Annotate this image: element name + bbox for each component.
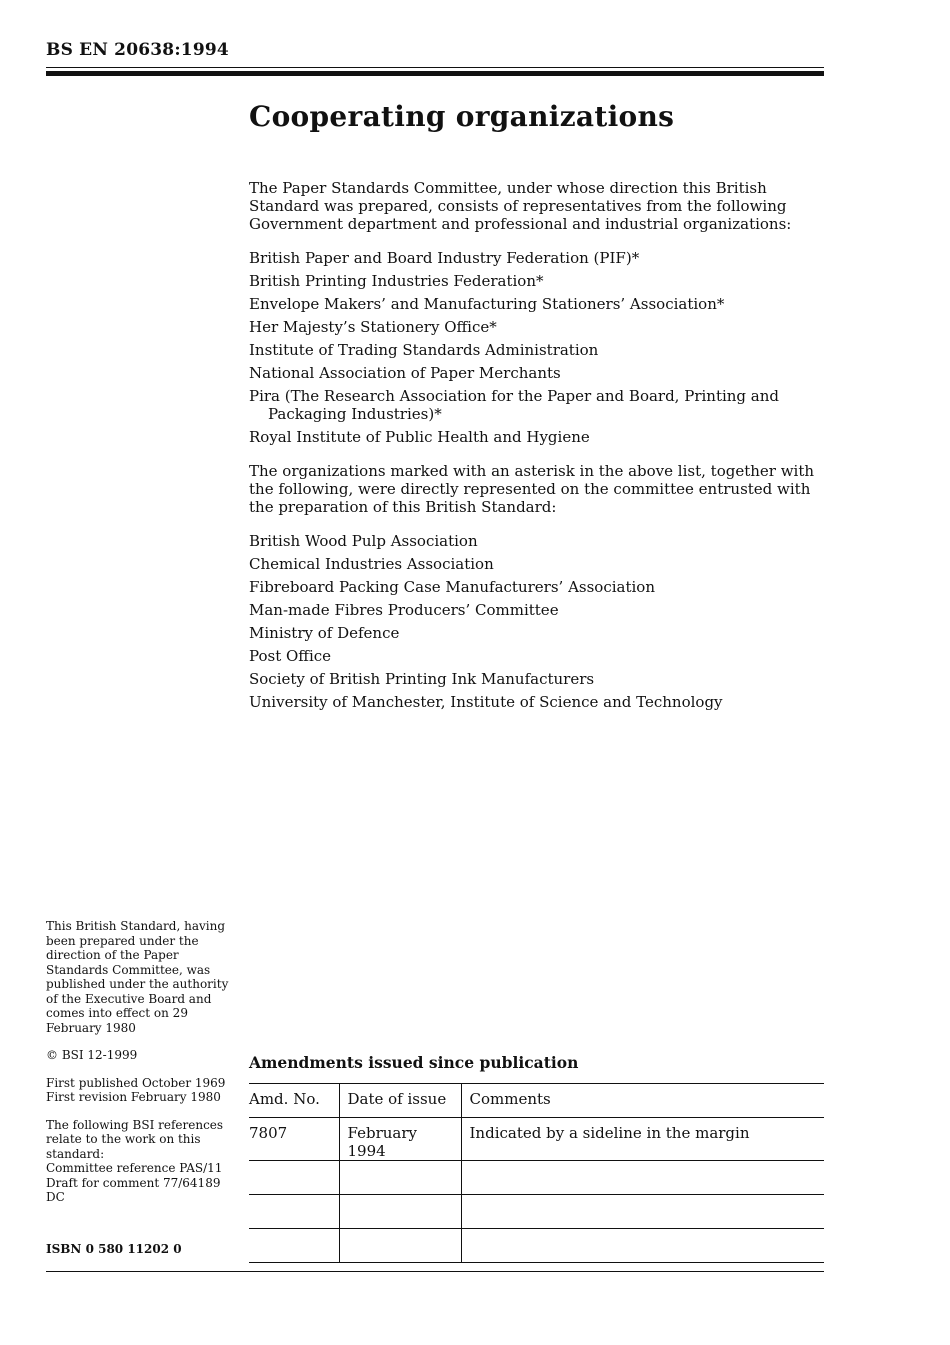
publication-history: [46, 1076, 238, 1105]
comments-cell: Indicated by a sideline in the margin: [461, 1118, 824, 1161]
publication-sidebar: [46, 919, 238, 1256]
footer-rule: [46, 1271, 824, 1272]
list-item: Post Office: [249, 647, 332, 665]
list-item: Man-made Fibres Producers’ Committee: [249, 601, 559, 619]
amd-no-cell: [249, 1161, 339, 1195]
list-item: National Association of Paper Merchants: [249, 364, 561, 382]
table-row: [249, 1195, 824, 1229]
draft-reference: Draft for comment 77/64189 DC: [46, 1175, 221, 1204]
comments-cell: [461, 1229, 824, 1263]
column-header-comments: Comments: [461, 1084, 824, 1118]
list-item: British Wood Pulp Association: [249, 532, 478, 550]
list-item: Envelope Makers’ and Manufacturing Stationers’ Association*: [249, 295, 725, 313]
list-item: British Paper and Board Industry Federation (PIF)*: [249, 249, 640, 267]
list-item: Society of British Printing Ink Manufacturers: [249, 670, 595, 688]
list-item: Chemical Industries Association: [249, 555, 494, 573]
table-row: [249, 1118, 824, 1161]
amendments-table: [249, 1083, 824, 1263]
list-item: Institute of Trading Standards Administration: [249, 341, 599, 359]
publication-note: This British Standard, having been prepared under the direction of the Paper Standards Committee, was published under the authority of the Executive Board and comes into effect on 29 February 1980: [46, 919, 229, 1035]
isbn: ISBN 0 580 11202 0: [46, 1242, 182, 1256]
date-of-issue-cell: February 1994: [339, 1118, 461, 1161]
list-item: Ministry of Defence: [249, 624, 400, 642]
table-row: [249, 1229, 824, 1263]
column-header-amd-no: Amd. No.: [249, 1084, 339, 1118]
header-thin-rule: [46, 67, 824, 68]
committee-organizations-list: [249, 249, 829, 446]
list-item: Her Majesty’s Stationery Office*: [249, 318, 497, 336]
table-header-row: [249, 1084, 824, 1118]
first-published: First published October 1969: [46, 1075, 226, 1090]
page-title: Cooperating organizations: [249, 100, 675, 133]
main-content: [249, 179, 829, 727]
list-item: Fibreboard Packing Case Manufacturers’ Association: [249, 578, 655, 596]
amd-no-cell: 7807: [249, 1118, 339, 1161]
header-thick-rule: [46, 71, 824, 76]
list-item: Royal Institute of Public Health and Hygiene: [249, 428, 590, 446]
date-of-issue-cell: [339, 1195, 461, 1229]
representation-intro: The organizations marked with an asterisk in the above list, together with the following, were directly represented on the committee entrusted with the preparation of this British Standard:: [249, 462, 815, 516]
committee-intro: The Paper Standards Committee, under whose direction this British Standard was prepared, consists of representatives from the following Government department and professional and industrial organizations:: [249, 179, 792, 233]
table-row: [249, 1161, 824, 1195]
list-item: University of Manchester, Institute of Science and Technology: [249, 693, 723, 711]
date-of-issue-cell: [339, 1229, 461, 1263]
bsi-references: [46, 1118, 238, 1205]
first-revision: First revision February 1980: [46, 1090, 221, 1104]
comments-cell: [461, 1161, 824, 1195]
amendments-title: Amendments issued since publication: [249, 1053, 579, 1072]
standard-number: BS EN 20638:1994: [46, 40, 229, 60]
list-item: Pira (The Research Association for the Paper and Board, Printing and Packaging Industries)*: [249, 387, 780, 423]
amd-no-cell: [249, 1195, 339, 1229]
date-of-issue-cell: [339, 1161, 461, 1195]
column-header-date-of-issue: Date of issue: [339, 1084, 461, 1118]
list-item: British Printing Industries Federation*: [249, 272, 544, 290]
references-intro: The following BSI references relate to the work on this standard:: [46, 1117, 224, 1161]
amd-no-cell: [249, 1229, 339, 1263]
additional-organizations-list: [249, 532, 829, 711]
comments-cell: [461, 1195, 824, 1229]
committee-reference: Committee reference PAS/11: [46, 1161, 223, 1175]
copyright-notice: © BSI 12-1999: [46, 1048, 138, 1062]
